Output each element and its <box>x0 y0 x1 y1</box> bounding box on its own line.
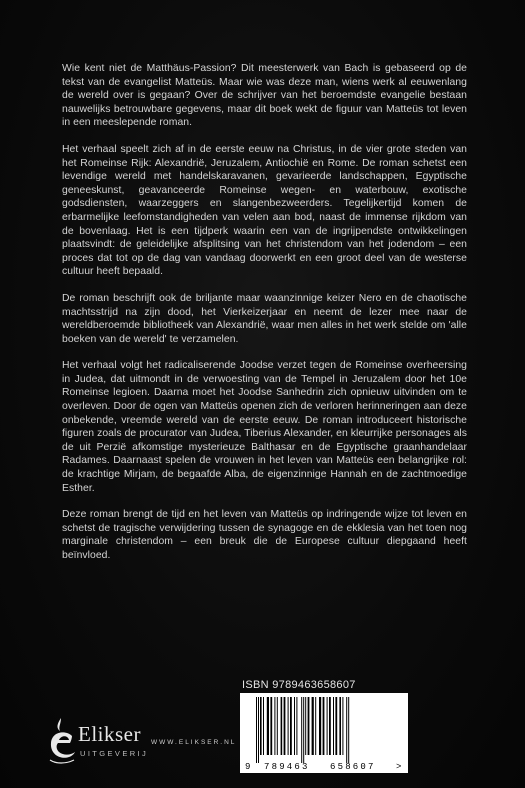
barcode-bar <box>305 697 306 755</box>
barcode-bar <box>323 697 325 755</box>
barcode-bar <box>348 697 349 763</box>
blurb-text <box>62 62 467 576</box>
barcode-digits-left: 789463 <box>264 762 310 772</box>
barcode-bar <box>346 697 347 763</box>
barcode-bar <box>342 697 343 755</box>
barcode-bar <box>303 697 304 763</box>
barcode-bar <box>315 697 316 755</box>
paragraph-plot: Het verhaal volgt het radicaliserende Joodse verzet tegen de Romeinse overheersing in Judea, dat uitmondt in de verwoesting van de Tempel in Jeruzalem door het 10e Romeinse legioen. Daarna moet het Joodse Sanhedrin zich opnieuw uitvinden om te overleven. Door de ogen van Matteüs openen zich de verloren herinneringen aan deze onbekende, vreemde wereld van de eerste eeuw. De roman introduceert historische figuren zoals de procurator van Judea, Tiberius Alexander, en kleurrijke personages als de uit Perzië afkomstige mysterieuze Balthasar en de Egyptische graanhandelaar Radames. Daarnaast spelen de vrouwen in het leven van Matteüs een belangrijke rol: de krachtige Mirjam, de begaafde Alba, de eigenzinnige Hannah en de zachtmoedige Esther. <box>62 360 467 494</box>
barcode-bar <box>333 697 334 755</box>
barcode-bar <box>267 697 269 755</box>
barcode-bar <box>270 697 272 755</box>
barcode-bar <box>296 697 297 755</box>
barcode-bar <box>290 697 292 755</box>
barcode-bar <box>319 697 321 755</box>
isbn-barcode <box>240 693 408 773</box>
barcode-bar <box>284 697 286 755</box>
barcode-graphic <box>240 693 408 773</box>
publisher-website: WWW.ELIKSER.NL <box>151 739 237 746</box>
barcode-bar <box>277 697 278 755</box>
barcode-bar <box>294 697 295 755</box>
barcode-bar <box>308 697 310 755</box>
barcode-bar <box>339 697 341 755</box>
publisher-logo <box>44 716 149 766</box>
barcode-bar <box>327 697 328 755</box>
paragraph-intro: Wie kent niet de Matthäus-Passion? Dit meesterwerk van Bach is gebaseerd op de tekst van de evangelist Matteüs. Maar wie was deze man, wiens werk al eeuwenlang de wereld over is gegaan? Over de schrijver van het beroemdste evangelie bestaan nauwelijks betrouwbare gegevens, maar dit boek wekt de figuur van Matteüs tot leven in een meeslepende roman. <box>62 63 467 129</box>
barcode-bar <box>263 697 264 755</box>
barcode-bar <box>258 697 259 763</box>
paragraph-conclusion: Deze roman brengt de tijd en het leven van Matteüs op indringende wijze tot leven en schetst de tragische verwijdering tussen de synagoge en de ekklesia van het toen nog marginale christendom – een breuk die de Europese cultuur diepgaand heeft beïnvloed. <box>62 509 467 561</box>
barcode-bar <box>288 697 289 755</box>
barcode-bar <box>281 697 283 755</box>
barcode-bar <box>335 697 337 755</box>
barcode-bar <box>260 697 262 755</box>
barcode-bar <box>274 697 275 755</box>
publisher-name: Elikser <box>78 722 141 746</box>
barcode-bar <box>256 697 257 763</box>
barcode-bar <box>301 697 302 763</box>
barcode-bar <box>329 697 331 755</box>
isbn-label: ISBN 9789463658607 <box>242 679 356 691</box>
flame-e-icon <box>44 716 78 766</box>
barcode-digits-right: 658607 <box>330 762 376 772</box>
publisher-subtitle: UITGEVERIJ <box>80 749 149 758</box>
barcode-bar <box>312 697 314 755</box>
barcode-digit-lead: 9 <box>245 762 251 772</box>
barcode-quiet-marker: > <box>396 762 402 772</box>
paragraph-setting: Het verhaal speelt zich af in de eerste eeuw na Christus, in de vier grote steden van het Romeinse Rijk: Alexandrië, Jeruzalem, Antiochië en Rome. De roman schetst een levendige wereld met handelskaravanen, gevarieerde landschappen, Egyptische geneeskunst, geavanceerde Romeinse wegen- en waterbouw, exotische godsdiensten, waarzeggers en slangenbezweerders. Tegelijkertijd komen de erbarmelijke leefomstandigheden van velen aan bod, naast de immense rijkdom van de bovenlaag. Het is een tijdperk waarin een van de ingrijpendste ontwikkelingen plaatsvindt: de geleidelijke afsplitsing van het christendom van het jodendom – een proces dat tot op de dag van vandaag doorwerkt en een groot deel van de westerse cultuur heeft bepaald. <box>62 143 467 278</box>
paragraph-nero: De roman beschrijft ook de briljante maar waanzinnige keizer Nero en de chaotische machtsstrijd na zijn dood, het Vierkeizerjaar en neemt de lezer mee naar de wereldberoemde bibliotheek van Alexandrië, waar men alles in het werk stelde om 'alle boeken van de wereld' te verzamelen. <box>62 292 467 345</box>
